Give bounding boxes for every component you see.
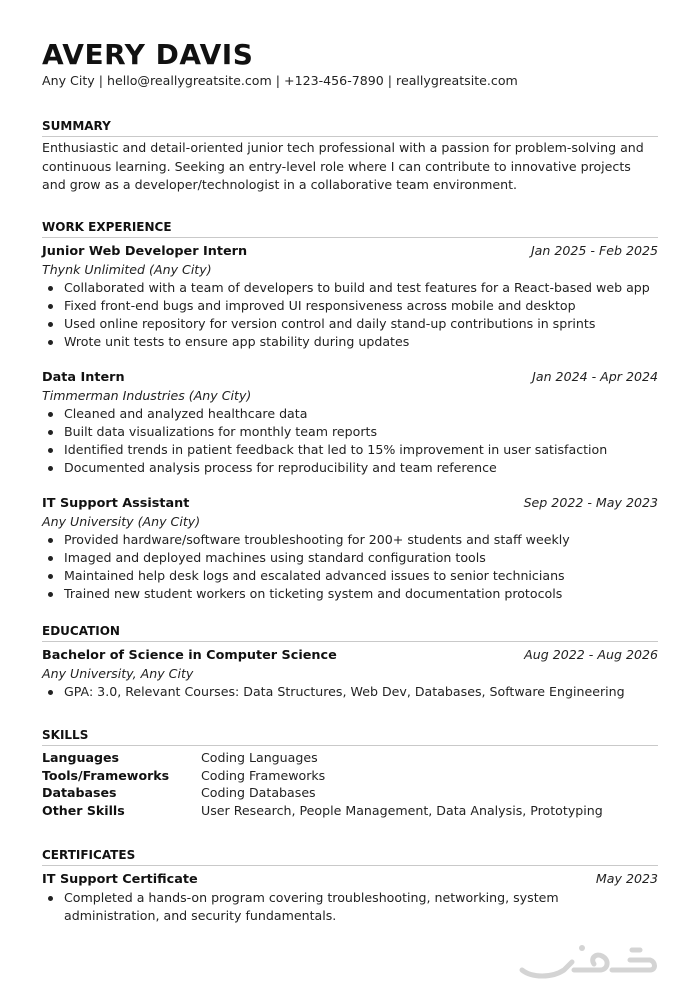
bullet-dot-icon: [48, 556, 53, 561]
job-company: Any University (Any City): [42, 514, 201, 529]
bullet-dot-icon: [48, 304, 53, 309]
bullet-dot-icon: [48, 412, 53, 417]
job-entry: [42, 494, 658, 603]
skill-category: Tools/Frameworks: [42, 767, 170, 783]
resume-name: AVERY DAVIS: [42, 38, 254, 71]
skill-category: Languages: [42, 750, 120, 765]
school-name: Any University, Any City: [42, 666, 194, 681]
bullet-item: Trained new student workers on ticketing system and documentation protocols: [42, 585, 658, 603]
bullet-item: GPA: 3.0, Relevant Courses: Data Structures, Web Dev, Databases, Software Engineering: [42, 683, 658, 701]
bullet-item: Wrote unit tests to ensure app stability during updates: [42, 333, 658, 351]
work-section: [42, 220, 658, 603]
education-section: [42, 624, 658, 701]
job-bullets: [42, 405, 658, 477]
bullet-item: Documented analysis process for reproducibility and team reference: [42, 459, 658, 477]
education-date: Aug 2022 - Aug 2026: [524, 647, 658, 662]
skill-value: Coding Frameworks: [201, 767, 326, 783]
certificates-heading: CERTIFICATES: [42, 848, 658, 866]
skill-category: Other Skills: [42, 802, 125, 818]
job-date: Jan 2025 - Feb 2025: [530, 243, 658, 258]
job-title: IT Support Assistant: [42, 496, 190, 511]
bullet-dot-icon: [48, 538, 53, 543]
contact-line: Any City | hello@reallygreatsite.com | +123-456-7890 | reallygreatsite.com: [42, 73, 518, 88]
education-heading: EDUCATION: [42, 624, 658, 642]
bullet-dot-icon: [48, 430, 53, 435]
skill-value: User Research, People Management, Data Analysis, Prototyping: [201, 802, 603, 818]
bullet-dot-icon: [48, 340, 53, 345]
resume-page: [42, 38, 658, 923]
education-bullets: [42, 683, 658, 701]
degree-title: Bachelor of Science in Computer Science: [42, 648, 337, 663]
job-bullets: [42, 279, 658, 351]
certificate-date: May 2023: [595, 871, 658, 886]
job-title: Data Intern: [42, 370, 125, 385]
bullet-item: Maintained help desk logs and escalated advanced issues to senior technicians: [42, 567, 658, 585]
bullet-item: Provided hardware/software troubleshooting for 200+ students and staff weekly: [42, 531, 658, 549]
bullet-dot-icon: [48, 448, 53, 453]
job-date: Sep 2022 - May 2023: [523, 495, 658, 510]
job-title: Junior Web Developer Intern: [42, 244, 248, 259]
bullet-dot-icon: [48, 322, 53, 327]
bullet-dot-icon: [48, 896, 53, 901]
skill-value: Coding Databases: [201, 785, 316, 801]
skill-row: [42, 802, 658, 820]
haraj-watermark-icon: [512, 936, 662, 984]
skills-table: [42, 749, 658, 819]
bullet-dot-icon: [48, 592, 53, 597]
skills-heading: SKILLS: [42, 728, 658, 746]
job-entry: [42, 242, 658, 351]
skill-category: Databases: [42, 785, 117, 801]
education-entry: [42, 646, 658, 701]
certificates-section: [42, 848, 658, 925]
bullet-item: Collaborated with a team of developers to build and test features for a React-based web app: [42, 279, 658, 297]
bullet-item: Imaged and deployed machines using standard configuration tools: [42, 549, 658, 567]
certificate-name: IT Support Certificate: [42, 872, 198, 887]
skill-row: [42, 767, 658, 785]
bullet-dot-icon: [48, 466, 53, 471]
skills-section: [42, 728, 658, 819]
skill-row: [42, 749, 658, 767]
summary-text: Enthusiastic and detail-oriented junior tech professional with a passion for problem-solving and continuous learning. Seeking an entry-level role where I can contribute to innovative projects and grow as a developer/technologist in a collaborative team environment.: [42, 140, 644, 193]
summary-heading: SUMMARY: [42, 119, 658, 137]
certificate-entry: [42, 870, 658, 925]
bullet-dot-icon: [48, 690, 53, 695]
job-entry: [42, 368, 658, 477]
job-company: Thynk Unlimited (Any City): [42, 262, 212, 277]
bullet-item: Fixed front-end bugs and improved UI responsiveness across mobile and desktop: [42, 297, 658, 315]
job-bullets: [42, 531, 658, 603]
skill-value: Coding Languages: [201, 750, 318, 765]
job-date: Jan 2024 - Apr 2024: [532, 369, 658, 384]
job-company: Timmerman Industries (Any City): [42, 388, 252, 403]
bullet-dot-icon: [48, 286, 53, 291]
bullet-item: Used online repository for version control and daily stand-up contributions in sprints: [42, 315, 658, 333]
bullet-item: Built data visualizations for monthly team reports: [42, 423, 658, 441]
bullet-item: Cleaned and analyzed healthcare data: [42, 405, 658, 423]
bullet-item: Identified trends in patient feedback that led to 15% improvement in user satisfaction: [42, 441, 658, 459]
certificate-bullets: [42, 889, 658, 925]
bullet-dot-icon: [48, 574, 53, 579]
skill-row: [42, 784, 658, 802]
work-heading: WORK EXPERIENCE: [42, 220, 658, 238]
summary-section: [42, 119, 658, 195]
bullet-item: Completed a hands-on program covering troubleshooting, networking, system administration, and security fundamentals.: [42, 889, 658, 925]
